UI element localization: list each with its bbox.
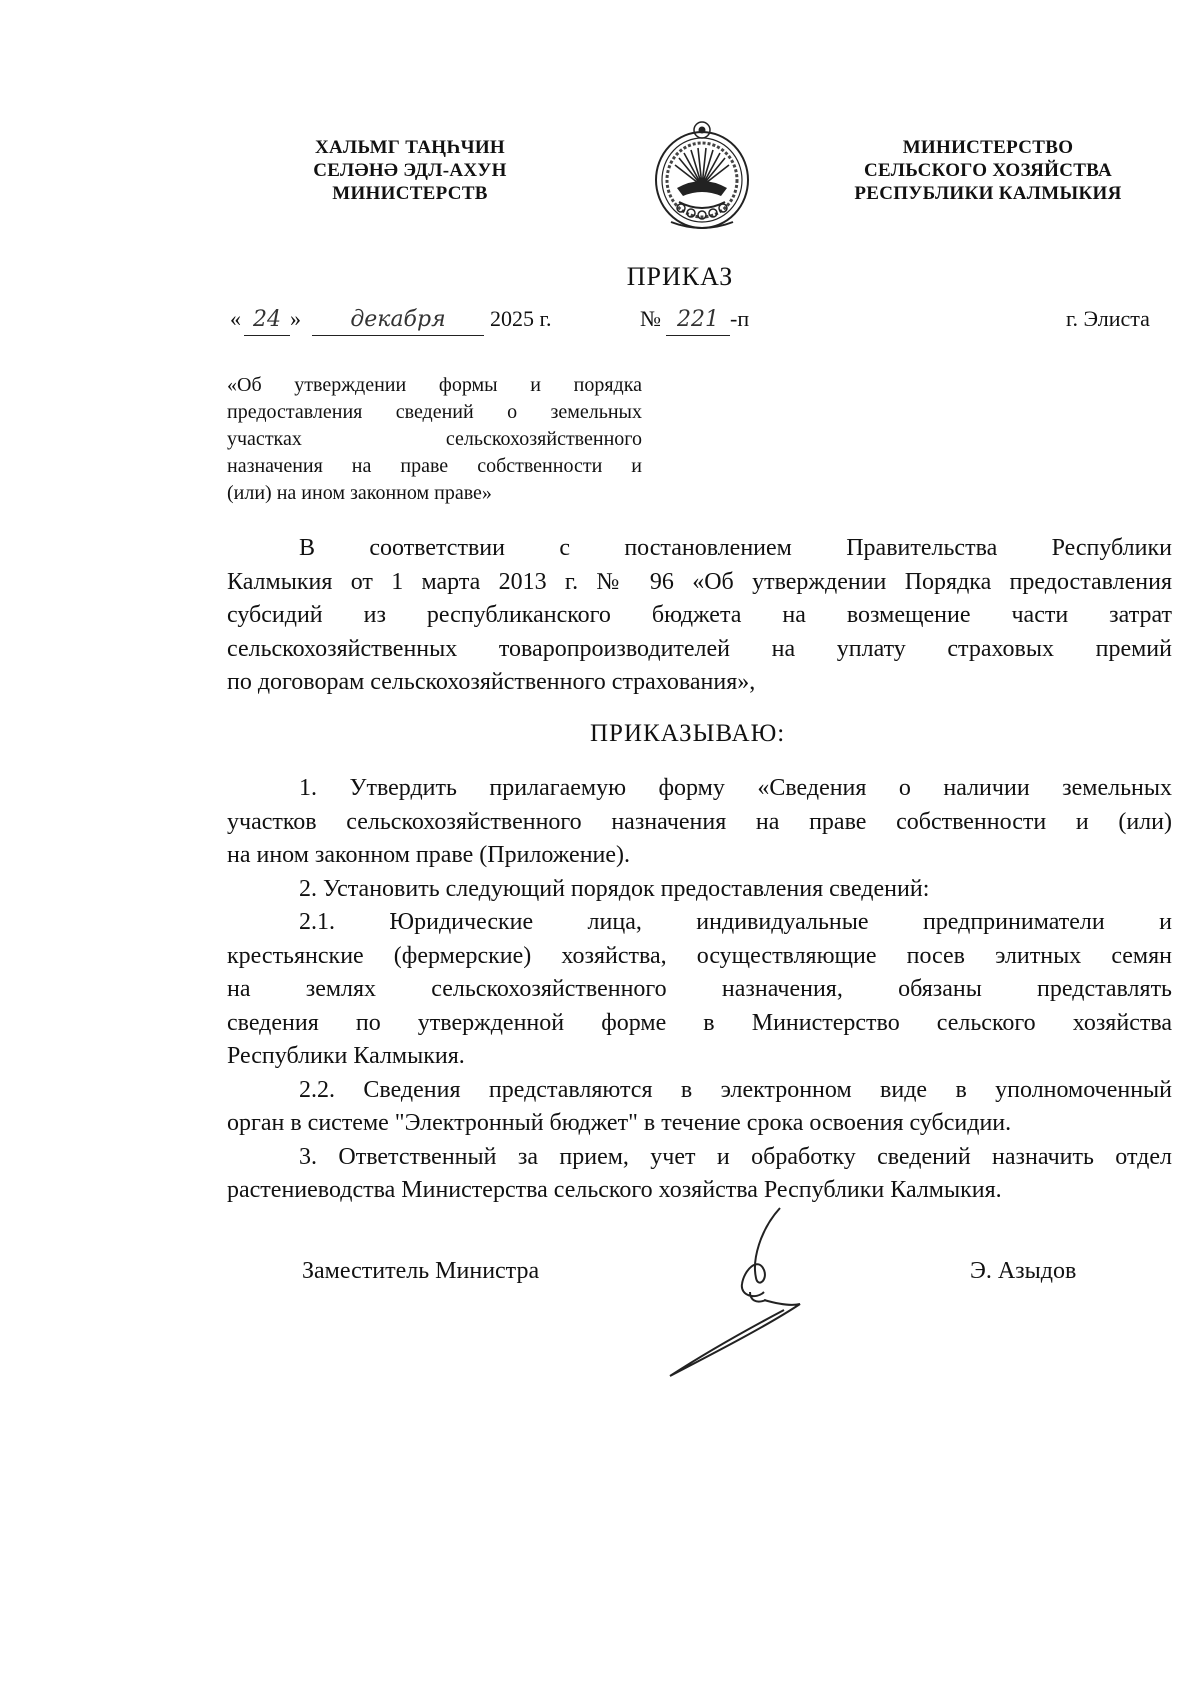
item-line: 2.1. Юридические лица, индивидуальные предприниматели и: [299, 909, 1172, 935]
subject-line: «Об утверждении формы и порядка: [227, 374, 642, 396]
subject-line: (или) на ином законном праве»: [227, 482, 492, 504]
order-number-sign: №: [640, 306, 661, 331]
header-right-line: РЕСПУБЛИКИ КАЛМЫКИЯ: [854, 183, 1122, 204]
date-day-handwritten: 24: [253, 307, 281, 332]
item-line: крестьянские (фермерские) хозяйства, осуществляющие посев элитных семян: [227, 942, 1172, 969]
date-month-field: [312, 300, 484, 336]
decree-word: ПРИКАЗЫВАЮ:: [590, 720, 786, 747]
preamble-line: Калмыкия от 1 марта 2013 г. № 96 «Об утверждении Порядка предоставления: [227, 568, 1172, 595]
preamble-line: по договорам сельскохозяйственного страхования»,: [227, 669, 756, 695]
header-kalmyk-ministry-name: [296, 136, 524, 205]
item-line: на ином законном праве (Приложение).: [227, 842, 631, 868]
order-items: [227, 772, 1172, 1208]
city: г. Элиста: [1066, 306, 1150, 331]
item-line: растениеводства Министерства сельского хозяйства Республики Калмыкия.: [227, 1177, 1002, 1203]
order-number-field: [666, 300, 730, 336]
preamble-line: В соответствии с постановлением Правительства Республики: [299, 535, 1172, 561]
signatory-name: Э. Азыдов: [970, 1258, 1077, 1284]
document-title: ПРИКАЗ: [626, 262, 734, 291]
order-number-suffix: -п: [730, 306, 750, 331]
header-right-line: СЕЛЬСКОГО ХОЗЯЙСТВА: [864, 160, 1112, 181]
subject-line: назначения на праве собственности и: [227, 455, 642, 477]
header-left-line: ХАЛЬМГ ТАҢҺЧИН: [314, 137, 506, 158]
order-subject: [227, 372, 642, 507]
date-year: 2025 г.: [490, 306, 552, 331]
preamble-line: субсидий из республиканского бюджета на возмещение части затрат: [227, 602, 1172, 628]
item-line: Республики Калмыкия.: [227, 1043, 465, 1069]
item-line: на землях сельскохозяйственного назначения, обязаны представлять: [227, 976, 1172, 1002]
subject-line: предоставления сведений о земельных: [227, 401, 642, 423]
order-number-handwritten: 221: [677, 307, 719, 332]
header-left-line: МИНИСТЕРСТВ: [332, 183, 488, 204]
date-open-quote: «: [230, 306, 241, 331]
item-line: сведения по утвержденной форме в Министерство сельского хозяйства: [227, 1009, 1172, 1036]
date-close-quote: »: [290, 306, 301, 331]
header-left-line: СЕЛӘНӘ ЭДЛ-АХУН: [313, 160, 507, 181]
header-right-line: МИНИСТЕРСТВО: [902, 137, 1074, 158]
signatory-title: Заместитель Министра: [302, 1258, 540, 1284]
date-day-field: [244, 300, 290, 336]
item-line: 2. Установить следующий порядок предоставления сведений:: [299, 875, 930, 902]
item-line: орган в системе "Электронный бюджет" в течение срока освоения субсидии.: [227, 1110, 1012, 1136]
subject-line: участках сельскохозяйственного: [227, 428, 642, 450]
item-line: 3. Ответственный за прием, учет и обработку сведений назначить отдел: [299, 1143, 1172, 1170]
item-line: 1. Утвердить прилагаемую форму «Сведения о наличии земельных: [299, 775, 1172, 801]
handwritten-signature: [660, 1200, 820, 1380]
header-ministry-name: [838, 136, 1138, 205]
item-line: участков сельскохозяйственного назначения на праве собственности и (или): [227, 808, 1172, 835]
item-line: 2.2. Сведения представляются в электронном виде в уполномоченный: [299, 1076, 1172, 1103]
preamble: [227, 532, 1172, 700]
preamble-line: сельскохозяйственных товаропроизводителей на уплату страховых премий: [227, 635, 1172, 662]
kalmykia-emblem-icon: [651, 118, 753, 234]
date-month-handwritten: декабря: [350, 307, 446, 332]
